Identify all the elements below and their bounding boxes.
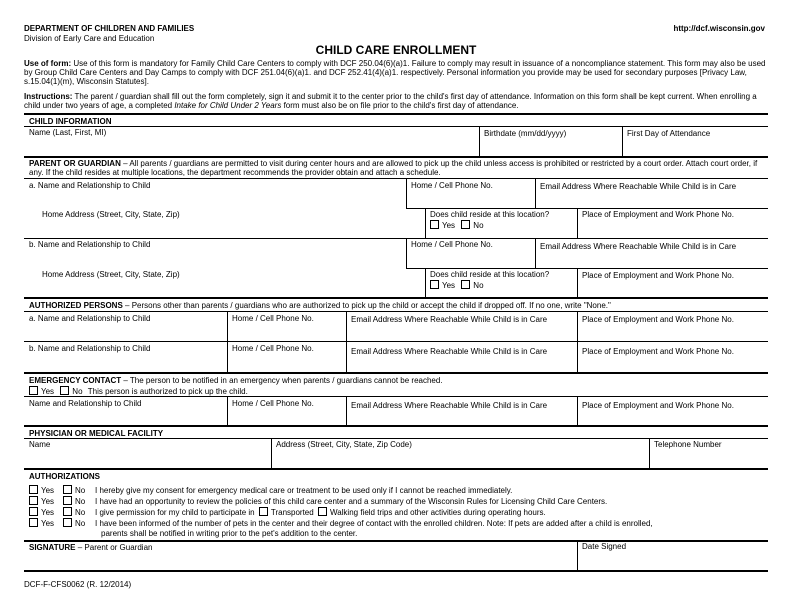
divider — [24, 425, 768, 427]
no-label: No — [75, 497, 86, 506]
authorized-a-email-field[interactable]: Email Address Where Reachable While Child is in Care — [351, 315, 548, 324]
yes-label: Yes — [442, 221, 456, 230]
divider — [24, 341, 768, 342]
parent-b-reside-question: Does child reside at this location? — [430, 270, 550, 279]
auth4-no-checkbox[interactable] — [63, 518, 72, 527]
child-info-heading: CHILD INFORMATION — [29, 117, 112, 126]
emergency-heading: EMERGENCY CONTACT — [29, 376, 122, 385]
divider — [479, 126, 480, 156]
yes-label: Yes — [442, 281, 456, 290]
divider — [24, 540, 768, 542]
birthdate-field[interactable]: Birthdate (mm/dd/yyyy) — [484, 129, 567, 138]
divider — [622, 126, 623, 156]
no-label: No — [72, 387, 83, 396]
divider — [24, 178, 768, 179]
divider — [425, 208, 426, 238]
authorizations-heading: AUTHORIZATIONS — [29, 472, 100, 481]
divider — [346, 396, 347, 425]
parent-heading: PARENT OR GUARDIAN — [29, 159, 121, 168]
transported-checkbox[interactable] — [259, 507, 268, 516]
emergency-name-field[interactable]: Name and Relationship to Child — [29, 399, 142, 408]
parent-b-phone-field[interactable]: Home / Cell Phone No. — [411, 240, 493, 249]
date-signed-field[interactable]: Date Signed — [582, 542, 627, 551]
authorized-b-email-field[interactable]: Email Address Where Reachable While Child is in Care — [351, 347, 548, 356]
divider — [24, 113, 768, 115]
physician-address-field[interactable]: Address (Street, City, State, Zip Code) — [276, 440, 412, 449]
divider — [24, 126, 768, 127]
parent-b-address-field[interactable]: Home Address (Street, City, State, Zip) — [42, 270, 180, 279]
form-title: CHILD CARE ENROLLMENT — [315, 43, 477, 57]
authorized-a-name-field[interactable]: a. Name and Relationship to Child — [29, 314, 151, 323]
divider — [577, 208, 578, 238]
signature-description: – Parent or Guardian — [75, 543, 153, 552]
use-of-form-text: Use of this form is mandatory for Family Child Care Centers to comply with DCF 250.04(6)(a)1. Failure to comply may result in issuance of a noncompliance statement. This form may also be used by Group Child Care Centers and Day Camps to comply with DCF 251.04(6)(a)1. and DCF 252.41(4)(a)1. respectively. Personal information you provide may be used for secondary purposes [Privacy Law, s.15.04(1)(m), Wisconsin Statutes]. — [24, 59, 766, 87]
auth1-no-checkbox[interactable] — [63, 485, 72, 494]
authorized-b-name-field[interactable]: b. Name and Relationship to Child — [29, 344, 151, 353]
parent-a-reside-question: Does child reside at this location? — [430, 210, 550, 219]
walking-trips-checkbox[interactable] — [318, 507, 327, 516]
divider — [577, 396, 578, 425]
use-of-form-label: Use of form: — [24, 59, 72, 68]
auth4-text: I have been informed of the number of pets in the center and their degree of contact with the enrolled children. Note: If pets are added after a child is enrolled, — [95, 519, 653, 528]
use-of-form-paragraph — [24, 59, 768, 87]
yes-label: Yes — [41, 497, 55, 506]
emergency-email-field[interactable]: Email Address Where Reachable While Child is in Care — [351, 401, 548, 410]
physician-name-field[interactable]: Name — [29, 440, 51, 449]
divider — [535, 178, 536, 208]
yes-label: Yes — [41, 519, 55, 528]
division-name: Division of Early Care and Education — [24, 34, 155, 43]
parent-b-reside-no-checkbox[interactable] — [461, 280, 470, 289]
yes-label: Yes — [41, 387, 55, 396]
emergency-authorized-text: This person is authorized to pick up the child. — [87, 387, 248, 396]
parent-a-email-field[interactable]: Email Address Where Reachable While Child is in Care — [540, 182, 737, 191]
signature-field[interactable] — [29, 543, 152, 552]
authorization-row-4 — [29, 518, 653, 528]
divider — [425, 268, 426, 297]
divider — [24, 238, 768, 239]
divider — [24, 297, 768, 299]
yes-label: Yes — [41, 486, 55, 495]
authorized-b-employment-field[interactable]: Place of Employment and Work Phone No. — [582, 347, 734, 356]
divider — [24, 156, 768, 158]
child-name-field[interactable]: Name (Last, First, MI) — [29, 128, 107, 137]
signature-heading: SIGNATURE — [29, 543, 76, 552]
emergency-section-header — [29, 376, 443, 385]
parent-b-employment-field[interactable]: Place of Employment and Work Phone No. — [582, 271, 734, 280]
auth1-yes-checkbox[interactable] — [29, 485, 38, 494]
divider — [227, 396, 228, 425]
no-label: No — [473, 281, 484, 290]
first-day-field[interactable]: First Day of Attendance — [627, 129, 711, 138]
authorized-section-header — [29, 301, 611, 310]
divider — [24, 311, 768, 312]
department-name: DEPARTMENT OF CHILDREN AND FAMILIES — [24, 24, 195, 33]
divider — [24, 396, 768, 397]
authorization-row-2 — [29, 496, 607, 506]
parent-a-employment-field[interactable]: Place of Employment and Work Phone No. — [582, 210, 734, 219]
authorized-a-phone-field[interactable]: Home / Cell Phone No. — [232, 314, 314, 323]
divider — [406, 208, 768, 209]
emergency-yes-checkbox[interactable] — [29, 386, 38, 395]
divider — [406, 268, 768, 269]
no-label: No — [75, 519, 86, 528]
divider — [535, 238, 536, 268]
divider — [346, 341, 347, 372]
instructions-text: The parent / guardian shall fill out the form completely, sign it and submit it to the center prior to the child's first day of attendance. Information on this form shall be kept current. When enrolling a child under two years of age, a completed — [24, 92, 757, 111]
divider — [24, 372, 768, 374]
website-url[interactable]: http://dcf.wisconsin.gov — [673, 24, 765, 33]
divider — [24, 570, 768, 572]
emergency-employment-field[interactable]: Place of Employment and Work Phone No. — [582, 401, 734, 410]
form-id: DCF-F-CFS0062 (R. 12/2014) — [24, 580, 132, 589]
physician-heading: PHYSICIAN OR MEDICAL FACILITY — [29, 429, 164, 438]
parent-section-header — [29, 159, 767, 177]
emergency-authorized-row — [29, 386, 248, 396]
physician-phone-field[interactable]: Telephone Number — [654, 440, 722, 449]
auth3-no-checkbox[interactable] — [63, 507, 72, 516]
transported-label: Transported — [270, 508, 314, 517]
parent-b-reside-options — [430, 280, 484, 290]
auth2-no-checkbox[interactable] — [63, 496, 72, 505]
parent-a-reside-no-checkbox[interactable] — [461, 220, 470, 229]
auth4-text-continued: parents shall be notified in writing prior to the pet's addition to the center. — [101, 529, 358, 538]
auth2-yes-checkbox[interactable] — [29, 496, 38, 505]
no-label: No — [75, 508, 86, 517]
divider — [577, 268, 578, 297]
divider — [577, 341, 578, 372]
no-label: No — [75, 486, 86, 495]
auth4-yes-checkbox[interactable] — [29, 518, 38, 527]
instructions-label: Instructions: — [24, 92, 73, 101]
divider — [406, 178, 407, 208]
intake-form-name: Intake for Child Under 2 Years — [174, 101, 282, 111]
divider — [227, 311, 228, 341]
parent-a-phone-field[interactable]: Home / Cell Phone No. — [411, 181, 493, 190]
authorized-a-employment-field[interactable]: Place of Employment and Work Phone No. — [582, 315, 734, 324]
authorized-description: – Persons other than parents / guardians who are authorized to pick up the child or accept the child if dropped off. If no one, write "None." — [122, 301, 611, 310]
parent-a-name-field[interactable]: a. Name and Relationship to Child — [29, 181, 151, 190]
authorized-b-phone-field[interactable]: Home / Cell Phone No. — [232, 344, 314, 353]
parent-description: – All parents / guardians are permitted to visit during center hours and are allowed to pick up the child unless access is prohibited or restricted by a court order. Attach court order, if any. If the child resides at multiple locations, the department recommends the provider obtain and attach a schedule. — [29, 159, 758, 178]
walking-trips-label: Walking field trips and other activities during operating hours. — [329, 508, 546, 517]
emergency-no-checkbox[interactable] — [60, 386, 69, 395]
emergency-phone-field[interactable]: Home / Cell Phone No. — [232, 399, 314, 408]
divider — [24, 468, 768, 470]
auth2-text: I have had an opportunity to review the policies of this child care center and a summary of the Wisconsin Rules for Licensing Child Care Centers. — [95, 497, 608, 506]
divider — [24, 438, 768, 439]
authorization-row-3 — [29, 507, 546, 517]
parent-b-email-field[interactable]: Email Address Where Reachable While Child is in Care — [540, 242, 737, 251]
authorization-row-1 — [29, 485, 512, 495]
auth3-yes-checkbox[interactable] — [29, 507, 38, 516]
instructions-paragraph — [24, 92, 768, 110]
parent-b-name-field[interactable]: b. Name and Relationship to Child — [29, 240, 151, 249]
emergency-description: – The person to be notified in an emergency when parents / guardians cannot be reached. — [121, 376, 443, 385]
parent-a-reside-options — [430, 220, 484, 230]
auth3-text: I give permission for my child to participate in — [95, 508, 255, 517]
divider — [649, 438, 650, 468]
parent-a-address-field[interactable]: Home Address (Street, City, State, Zip) — [42, 210, 180, 219]
divider — [271, 438, 272, 468]
instructions-text-end: form must also be on file prior to the child's first day of attendance. — [281, 101, 519, 111]
no-label: No — [473, 221, 484, 230]
divider — [346, 311, 347, 341]
parent-b-reside-yes-checkbox[interactable] — [430, 280, 439, 289]
divider — [406, 238, 407, 268]
yes-label: Yes — [41, 508, 55, 517]
authorized-heading: AUTHORIZED PERSONS — [29, 301, 123, 310]
divider — [577, 540, 578, 570]
divider — [227, 341, 228, 372]
divider — [577, 311, 578, 341]
parent-a-reside-yes-checkbox[interactable] — [430, 220, 439, 229]
auth1-text: I hereby give my consent for emergency medical care or treatment to be used only if I cannot be reached immediately. — [95, 486, 513, 495]
